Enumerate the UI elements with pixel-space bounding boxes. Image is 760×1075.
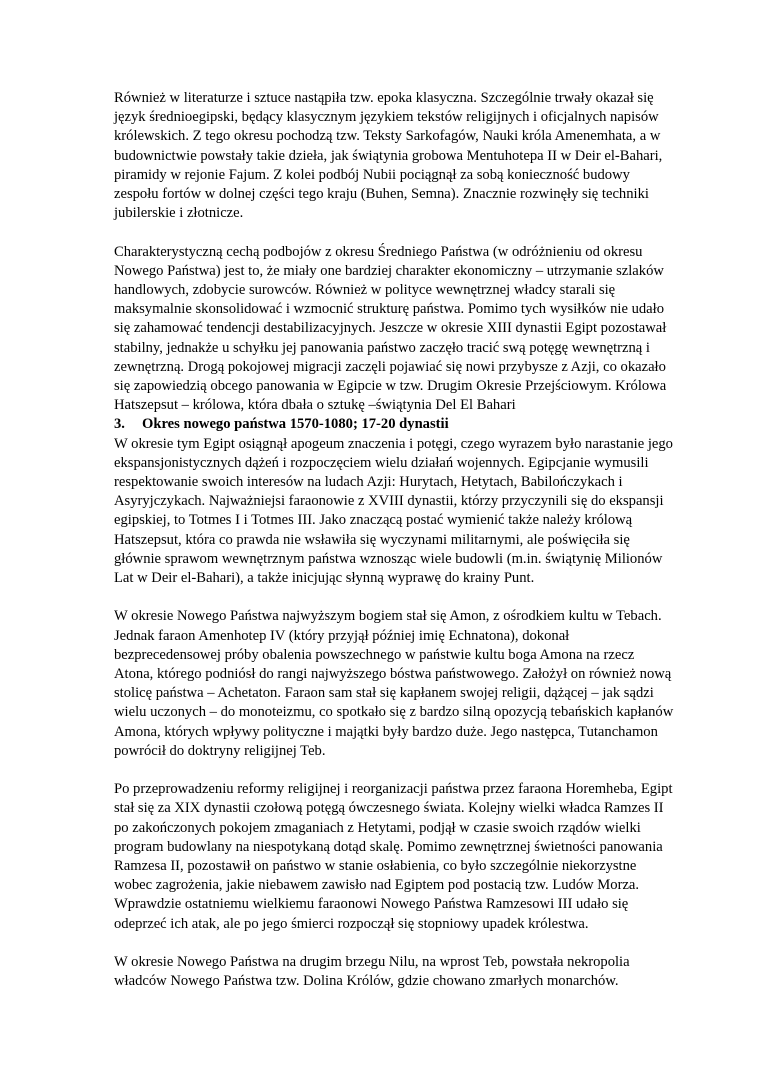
section-title: Okres nowego państwa 1570-1080; 17-20 dynastii <box>142 416 449 433</box>
paragraph-new-kingdom-apogee: W okresie tym Egipt osiągnął apogeum znaczenia i potęgi, czego wyrazem było narastanie jego ekspansjonistycznych dążeń i rozpoczęciem wielu działań wojennych. Egipcjanie wymusili respektowanie swoich interesów na ludach Azji: Hurytach, Hetytach, Babilończykach i Asyryjczykach. Najważniejsi faraonowie z XVIII dynastii, którzy przyczynili się do ekspansji egipskiej, to Totmes I i Totmes III. Jako znaczącą postać wymienić także należy królową Hatszepsut, która co prawda nie wsławiła się wyczynami militarnymi, ale poświęciła się głównie sprawom wewnętrznym państwa wznosząc wiele budowli (m.in. świątynię Milionów Lat w Deir el-Bahari), a także inicjując słynną wyprawę do krainy Punt. <box>114 435 673 587</box>
paragraph-gap <box>114 223 674 242</box>
paragraph-ramesses: Po przeprowadzeniu reformy religijnej i reorganizacji państwa przez faraona Horemheba, Egipt stał się za XIX dynastii czołową potęgą ówczesnego świata. Kolejny wielki władca Ramzes II po zakończonych pokojem zmaganiach z Hetytami, podjął w czasie swoich rządów wielki program budowlany na niespotykaną dotąd skalę. Pomimo zewnętrznej świetności panowania Ramzesa II, pozostawił on państwo w stanie osłabienia, co było szczególnie niekorzystne wobec zagrożenia, jakie niebawem zawisło nad Egiptem pod postacią tzw. Ludów Morza. Wprawdzie ostatniemu wielkiemu faraonowi Nowego Państwa Ramzesowi III udało się odeprzeć ich atak, ale po jego śmierci rozpoczął się stopniowy upadek królestwa. <box>114 781 673 932</box>
paragraph-gap <box>114 588 674 607</box>
document-body <box>114 89 674 991</box>
paragraph-amon-cult: W okresie Nowego Państwa najwyższym bogiem stał się Amon, z ośrodkiem kultu w Tebach. Jednak faraon Amenhotep IV (który przyjął później imię Echnatona), dokonał bezprecedensowej próby obalenia powszechnego w państwie kultu boga Amona na rzecz Atona, którego podniósł do rangi najwyższego bóstwa państwowego. Założył on również nową stolicę państwa – Achetaton. Faraon sam stał się kapłanem swojej religii, dążącej – jak sądzi wielu uczonych – do monoteizmu, co spotkało się z bardzo silną opozycją tebańskich kapłanów Amona, których wpływy polityczne i majątki były bardzo duże. Jego następca, Tutanchamon powrócił do doktryny religijnej Teb. <box>114 608 674 759</box>
paragraph-gap <box>114 761 674 780</box>
section-heading <box>114 415 674 434</box>
paragraph-gap <box>114 934 674 953</box>
section-number: 3. <box>114 416 125 433</box>
paragraph-valley-of-kings: W okresie Nowego Państwa na drugim brzegu Nilu, na wprost Teb, powstała nekropolia władców Nowego Państwa tzw. Dolina Królów, gdzie chowano zmarłych monarchów. <box>114 954 630 990</box>
paragraph-classical-era: Również w literaturze i sztuce nastąpiła tzw. epoka klasyczna. Szczególnie trwały okazał się język średnioegipski, będący klasycznym językiem tekstów religijnych i oficjalnych napisów królewskich. Z tego okresu pochodzą tzw. Teksty Sarkofagów, Nauki króla Amenemhata, a w budownictwie powstały takie dzieła, jak świątynia grobowa Mentuhotepa II w Deir el-Bahari, piramidy w rejonie Fajum. Z kolei podbój Nubii pociągnął za sobą konieczność budowy zespołu fortów w dolnej części tego kraju (Buhen, Semna). Znacznie rozwinęły się techniki jubilerskie i złotnicze. <box>114 90 663 222</box>
paragraph-middle-kingdom-conquests: Charakterystyczną cechą podbojów z okresu Średniego Państwa (w odróżnieniu od okresu Nowego Państwa) jest to, że miały one bardziej charakter ekonomiczny – utrzymanie szlaków handlowych, zdobycie surowców. Również w polityce wewnętrznej władcy starali się maksymalnie skonsolidować i wzmocnić strukturę państwa. Pomimo tych wysiłków nie udało się zahamować tendencji destabilizacyjnych. Jeszcze w okresie XIII dynastii Egipt pozostawał stabilny, jednakże u schyłku jej panowania państwo zaczęło tracić swą potęgę wewnętrzną i zewnętrzną. Drogą pokojowej migracji zaczęli pojawiać się nowi przybysze z Azji, co okazało się zapowiedzią obcego panowania w Egipcie w tzw. Drugim Okresie Przejściowym. Królowa Hatszepsut – królowa, która dbała o sztukę –świątynia Del El Bahari <box>114 243 667 414</box>
